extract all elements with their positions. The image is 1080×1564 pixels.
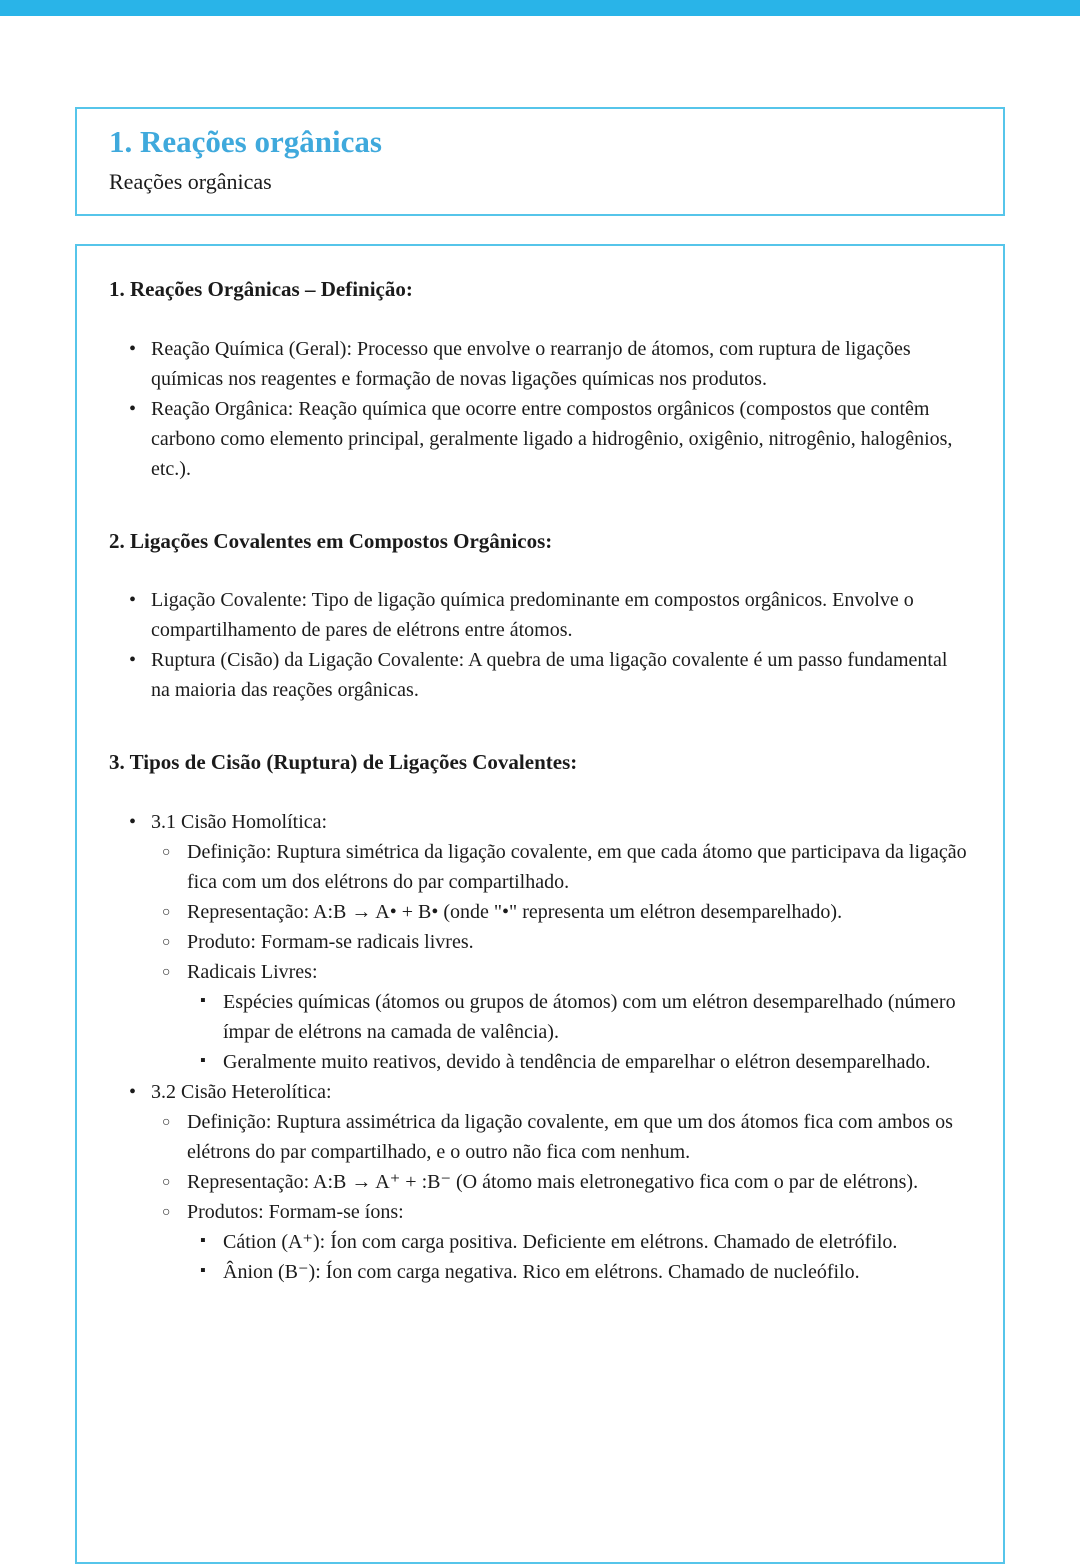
list-item-text: Radicais Livres: xyxy=(187,960,318,983)
list-item xyxy=(223,1227,971,1257)
list-item-text: Representação: A:B → A• + B• (onde "•" representa um elétron desemparelhado). xyxy=(187,900,843,923)
list-item-text: Ligação Covalente: Tipo de ligação química predominante em compostos orgânicos. Envolve o compartilhamento de pares de elétrons entre átomos. xyxy=(151,589,914,642)
list-item-text: Representação: A:B → A⁺ + :B⁻ (O átomo mais eletronegativo fica com o par de elétrons). xyxy=(187,1170,919,1193)
content-sections xyxy=(109,274,971,1287)
list-item xyxy=(187,837,971,897)
list-item xyxy=(187,1197,971,1287)
list-item xyxy=(151,394,971,484)
list-item xyxy=(187,927,971,957)
top-bar xyxy=(0,0,1080,16)
list-item-text: Cátion (A⁺): Íon com carga positiva. Deficiente em elétrons. Chamado de eletrófilo. xyxy=(223,1230,898,1253)
list-item-text: Reação Química (Geral): Processo que envolve o rearranjo de átomos, com ruptura de ligações químicas nos reagentes e formação de novas ligações químicas nos produtos. xyxy=(151,337,911,390)
list-item-text: 3.2 Cisão Heterolítica: xyxy=(151,1080,332,1103)
section-heading: 3. Tipos de Cisão (Ruptura) de Ligações Covalentes: xyxy=(109,750,578,775)
list-item-text: Produtos: Formam-se íons: xyxy=(187,1200,404,1223)
list-item-text: Geralmente muito reativos, devido à tendência de emparelhar o elétron desemparelhado. xyxy=(223,1050,931,1073)
section xyxy=(109,747,971,1287)
list-item xyxy=(187,1167,971,1197)
list-item xyxy=(151,645,971,705)
section-heading: 2. Ligações Covalentes em Compostos Orgânicos: xyxy=(109,528,553,553)
list-item xyxy=(151,1077,971,1287)
list-item-text: Espécies químicas (átomos ou grupos de átomos) com um elétron desemparelhado (número ímpar de elétrons na camada de valência). xyxy=(223,990,956,1043)
section-heading: 1. Reações Orgânicas – Definição: xyxy=(109,277,413,302)
section xyxy=(109,274,971,484)
list-item xyxy=(187,1107,971,1167)
list xyxy=(151,837,971,1077)
list xyxy=(109,334,971,484)
list xyxy=(109,807,971,1287)
content-card xyxy=(75,244,1005,1564)
list-item-text: Produto: Formam-se radicais livres. xyxy=(187,930,474,953)
page-subtitle: Reações orgânicas xyxy=(109,168,272,194)
list-item xyxy=(151,585,971,645)
list-item xyxy=(151,334,971,394)
list-item-text: Reação Orgânica: Reação química que ocorre entre compostos orgânicos (compostos que contêm carbono como elemento principal, geralmente ligado a hidrogênio, oxigênio, nitrogênio, halogênios, etc.). xyxy=(151,397,953,480)
list-item xyxy=(187,897,971,927)
list xyxy=(187,1227,971,1287)
page-title: 1. Reações orgânicas xyxy=(109,124,382,159)
title-card xyxy=(75,107,1005,216)
list-item-text: 3.1 Cisão Homolítica: xyxy=(151,810,328,833)
list-item xyxy=(223,987,971,1047)
list-item xyxy=(223,1257,971,1287)
list-item xyxy=(223,1047,971,1077)
list xyxy=(151,1107,971,1287)
section xyxy=(109,526,971,706)
list-item-text: Ânion (B⁻): Íon com carga negativa. Rico em elétrons. Chamado de nucleófilo. xyxy=(223,1260,860,1283)
list-item xyxy=(187,957,971,1077)
list-item xyxy=(151,807,971,1077)
list-item-text: Definição: Ruptura simétrica da ligação covalente, em que cada átomo que participava da ligação fica com um dos elétrons do par compartilhado. xyxy=(187,840,967,893)
list xyxy=(187,987,971,1077)
list-item-text: Ruptura (Cisão) da Ligação Covalente: A quebra de uma ligação covalente é um passo fundamental na maioria das reações orgânicas. xyxy=(151,649,948,702)
list-item-text: Definição: Ruptura assimétrica da ligação covalente, em que um dos átomos fica com ambos os elétrons do par compartilhado, e o outro não fica com nenhum. xyxy=(187,1110,953,1163)
list xyxy=(109,585,971,705)
